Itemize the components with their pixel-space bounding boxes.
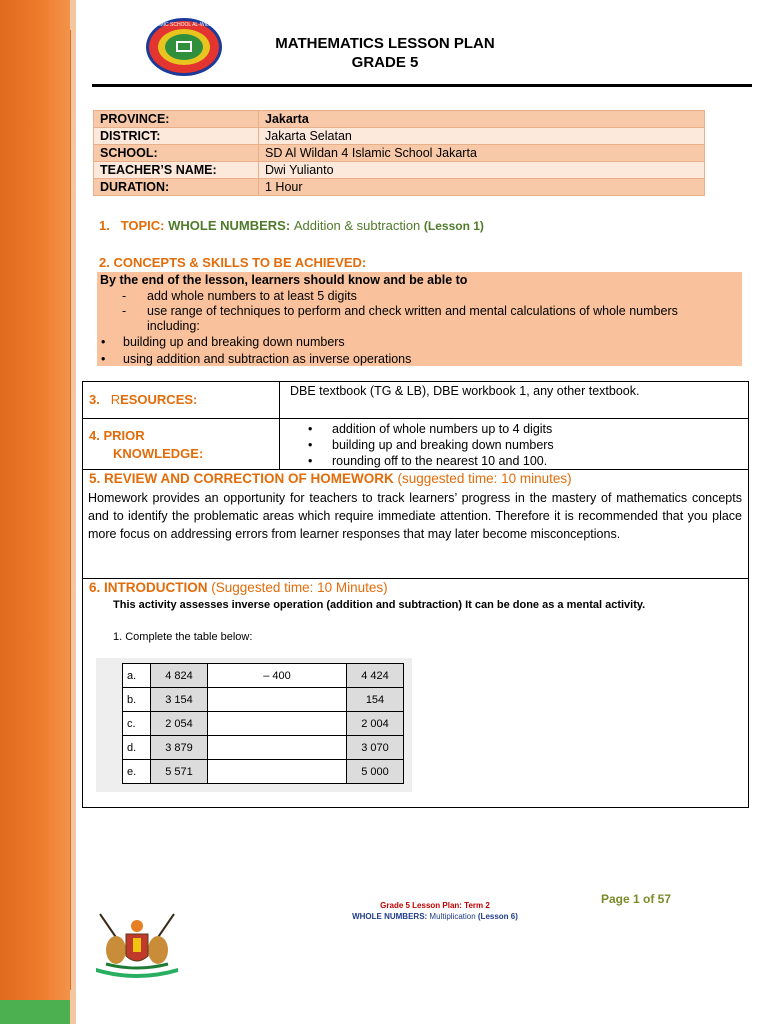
info-label: PROVINCE: — [94, 111, 259, 128]
info-value: Dwi Yulianto — [259, 162, 705, 179]
header-rule — [92, 84, 752, 87]
row-letter: e. — [123, 760, 151, 784]
dash-marker: - — [122, 289, 127, 303]
page-number: Page 1 of 57 — [601, 892, 672, 906]
prior-label-line-1: 4. PRIOR — [89, 428, 145, 443]
row-letter: c. — [123, 712, 151, 736]
info-row — [94, 111, 705, 128]
review-heading — [89, 471, 572, 486]
table-row — [123, 688, 404, 712]
row-letter: d. — [123, 736, 151, 760]
prior-label-line-2: KNOWLEDGE: — [113, 446, 204, 461]
school-info-table — [93, 110, 705, 196]
operation-cell[interactable] — [208, 736, 347, 760]
footer-topic: Multiplication — [427, 912, 478, 921]
resources-label-rest: ESOURCES: — [120, 392, 198, 407]
review-title: 5. REVIEW AND CORRECTION OF HOMEWORK — [89, 471, 394, 486]
school-logo-text: ISLAMIC SCHOOL AL-WILDAN — [148, 22, 220, 28]
info-row — [94, 179, 705, 196]
info-row — [94, 128, 705, 145]
result-number: 3 070 — [347, 736, 404, 760]
table-row — [123, 712, 404, 736]
sidebar-footer-block — [0, 1000, 70, 1024]
info-value: 1 Hour — [259, 179, 705, 196]
inverse-operation-worksheet — [96, 658, 412, 792]
introduction-title: 6. INTRODUCTION — [89, 580, 208, 595]
footer-line-1: Grade 5 Lesson Plan: Term 2 — [380, 901, 490, 910]
concepts-lead: By the end of the lesson, learners should know and be able to — [100, 273, 468, 287]
dash-marker: - — [122, 304, 127, 318]
table-row — [123, 760, 404, 784]
resources-text: DBE textbook (TG & LB), DBE workbook 1, any other textbook. — [290, 384, 640, 398]
bullet-marker: • — [308, 422, 313, 436]
prior-item: addition of whole numbers up to 4 digits — [332, 422, 553, 436]
concept-item: use range of techniques to perform and check written and mental calculations of whole numbers including: — [147, 304, 678, 333]
decorative-sidebar — [0, 0, 70, 1024]
introduction-instruction: 1. Complete the table below: — [113, 631, 253, 643]
footer-subject: WHOLE NUMBERS: — [352, 912, 428, 921]
bullet-marker: • — [101, 335, 106, 349]
prior-label-cell — [82, 418, 280, 470]
title-line-2: GRADE 5 — [351, 54, 419, 71]
topic-subject: WHOLE NUMBERS: — [168, 218, 291, 233]
resources-label-num: 3. — [89, 392, 100, 407]
result-number: 154 — [347, 688, 404, 712]
topic-lesson: (Lesson 1) — [423, 219, 484, 233]
operation-cell[interactable] — [208, 688, 347, 712]
topic-heading — [99, 218, 484, 233]
concepts-box — [97, 272, 742, 366]
row-letter: a. — [123, 664, 151, 688]
start-number: 2 054 — [151, 712, 208, 736]
topic-number: 1. — [99, 218, 110, 233]
start-number: 3 154 — [151, 688, 208, 712]
info-row — [94, 162, 705, 179]
prior-item: rounding off to the nearest 10 and 100. — [332, 454, 548, 468]
document-title — [230, 34, 540, 72]
concept-bullet: using addition and subtraction as inverse operations — [123, 352, 412, 366]
review-time: (suggested time: 10 minutes) — [397, 471, 572, 486]
start-number: 3 879 — [151, 736, 208, 760]
operation-cell[interactable]: – 400 — [208, 664, 347, 688]
start-number: 5 571 — [151, 760, 208, 784]
review-paragraph: Homework provides an opportunity for teachers to track learners’ progress in the mastery of mathematics concepts and to identify the problematic areas which require immediate attention. Therefore it is recommended that you place more focus on addressing errors from learner responses that may later become misconceptions. — [88, 491, 742, 541]
resources-label-cell — [82, 381, 280, 419]
table-row — [123, 664, 404, 688]
sidebar-line — [70, 30, 71, 990]
concept-bullet: building up and breaking down numbers — [123, 335, 345, 349]
info-value: SD Al Wildan 4 Islamic School Jakarta — [259, 145, 705, 162]
operation-cell[interactable] — [208, 712, 347, 736]
coat-of-arms-icon — [92, 906, 182, 980]
resources-label-first: R — [110, 392, 121, 407]
title-line-1: MATHEMATICS LESSON PLAN — [275, 35, 495, 52]
info-label: DURATION: — [94, 179, 259, 196]
bullet-marker: • — [308, 454, 313, 468]
footer-line-2 — [330, 911, 540, 922]
info-label: TEACHER’S NAME: — [94, 162, 259, 179]
bullet-marker: • — [308, 438, 313, 452]
info-value: Jakarta — [259, 111, 705, 128]
prior-label — [89, 427, 203, 463]
start-number: 4 824 — [151, 664, 208, 688]
result-number: 4 424 — [347, 664, 404, 688]
info-label: SCHOOL: — [94, 145, 259, 162]
topic-detail: Addition & subtraction — [293, 218, 421, 233]
operation-cell[interactable] — [208, 760, 347, 784]
introduction-time: (Suggested time: 10 Minutes) — [211, 580, 388, 595]
row-letter: b. — [123, 688, 151, 712]
table-row — [123, 736, 404, 760]
info-label: DISTRICT: — [94, 128, 259, 145]
calculation-table — [122, 663, 404, 784]
resources-value-cell — [279, 381, 749, 419]
prior-value-cell — [279, 418, 749, 470]
school-logo — [144, 16, 224, 78]
bullet-marker: • — [101, 352, 106, 366]
introduction-heading — [89, 580, 388, 595]
concepts-heading: 2. CONCEPTS & SKILLS TO BE ACHIEVED: — [99, 255, 367, 270]
prior-item: building up and breaking down numbers — [332, 438, 554, 452]
result-number: 5 000 — [347, 760, 404, 784]
topic-label: TOPIC: — [120, 218, 165, 233]
info-row — [94, 145, 705, 162]
result-number: 2 004 — [347, 712, 404, 736]
concept-item: add whole numbers to at least 5 digits — [147, 289, 357, 303]
info-value: Jakarta Selatan — [259, 128, 705, 145]
footer-text — [330, 900, 540, 922]
resources-label — [89, 392, 197, 407]
footer-lesson: (Lesson 6) — [477, 912, 518, 921]
introduction-note: This activity assesses inverse operation (addition and subtraction) It can be done as a mental activity. — [113, 599, 646, 611]
